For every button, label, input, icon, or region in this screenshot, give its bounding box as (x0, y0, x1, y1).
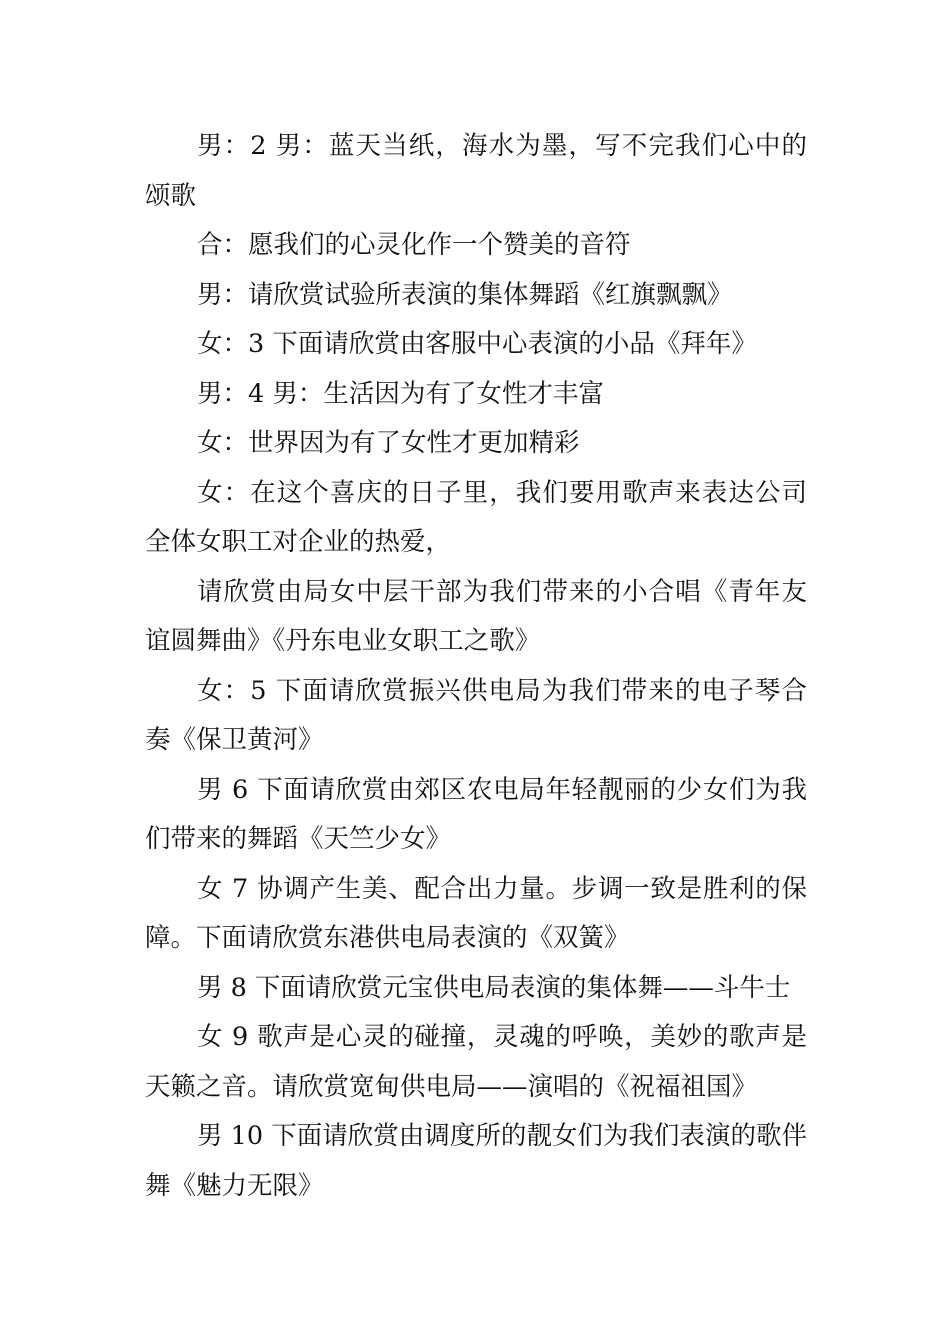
paragraph: 男：4 男：生活因为有了女性才丰富 (197, 378, 604, 409)
paragraph: 女：5 下面请欣赏振兴供电局为我们带来的电子琴合奏《保卫黄河》 (145, 675, 807, 755)
paragraph: 男 10 下面请欣赏由调度所的靓女们为我们表演的歌伴舞《魅力无限》 (145, 1121, 807, 1201)
paragraph: 女 7 协调产生美、配合出力量。步调一致是胜利的保障。下面请欣赏东港供电局表演的《双簧》 (145, 873, 807, 953)
document-body (145, 122, 807, 1211)
paragraph: 女：3 下面请欣赏由客服中心表演的小品《拜年》 (197, 329, 757, 359)
paragraph: 女：在这个喜庆的日子里，我们要用歌声来表达公司全体女职工对企业的热爱， (145, 477, 807, 557)
paragraph: 男：2 男：蓝天当纸，海水为墨，写不完我们心中的颂歌 (145, 131, 807, 211)
paragraph: 合：愿我们的心灵化作一个赞美的音符 (197, 230, 631, 260)
paragraph: 男 6 下面请欣赏由郊区农电局年轻靓丽的少女们为我们带来的舞蹈《天竺少女》 (145, 774, 807, 854)
paragraph: 男：请欣赏试验所表演的集体舞蹈《红旗飘飘》 (197, 279, 733, 310)
paragraph: 女：世界因为有了女性才更加精彩 (197, 428, 580, 458)
paragraph: 女 9 歌声是心灵的碰撞，灵魂的呼唤，美妙的歌声是天籁之音。请欣赏宽甸供电局——演唱的《祝福祖国》 (145, 1022, 807, 1102)
paragraph: 请欣赏由局女中层干部为我们带来的小合唱《青年友谊圆舞曲》《丹东电业女职工之歌》 (145, 576, 807, 656)
paragraph: 男 8 下面请欣赏元宝供电局表演的集体舞——斗牛士 (197, 972, 791, 1003)
